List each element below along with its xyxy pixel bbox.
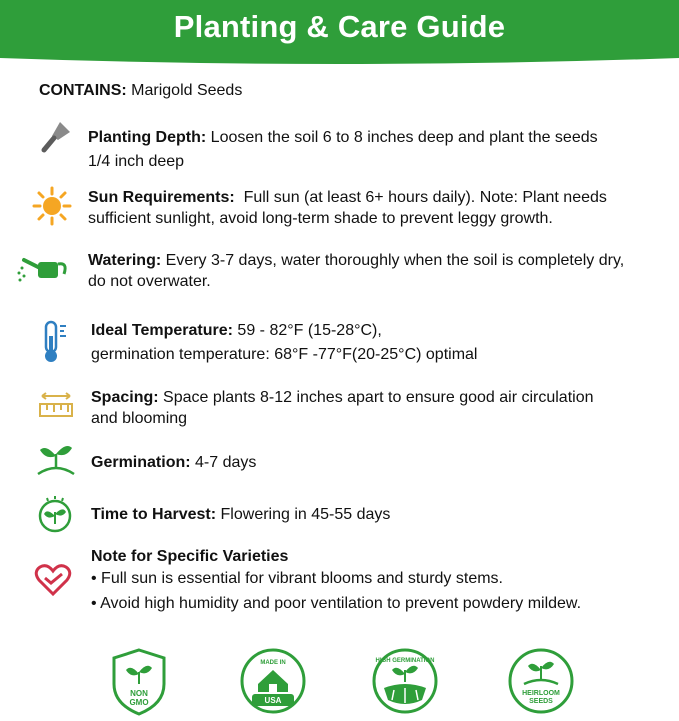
watering-text-2: do not overwater. (88, 273, 211, 290)
contains-label: CONTAINS: (39, 82, 127, 99)
spacing-text: Space plants 8-12 inches apart to ensure good air circulation (163, 389, 594, 406)
watering-row (88, 250, 624, 292)
temperature-row (91, 320, 477, 365)
sun-icon (32, 186, 72, 231)
made-in-usa-badge (240, 648, 306, 719)
sun-requirements-text: Full sun (at least 6+ hours daily). Note: Plant needs (243, 189, 607, 206)
heirloom-line2: SEEDS (529, 698, 553, 705)
heirloom-seeds-badge (508, 648, 574, 719)
planting-depth-text-2: 1/4 inch deep (88, 153, 185, 170)
sprout-icon (36, 440, 76, 483)
sun-requirements-text-2: sufficient sunlight, avoid long-term shade to prevent leggy growth. (88, 210, 553, 227)
note-section (91, 546, 581, 614)
usa-bottom-text: USA (264, 696, 282, 705)
germination-label: Germination: (91, 454, 191, 471)
spacing-text-2: and blooming (91, 410, 188, 427)
contains-value: Marigold Seeds (131, 82, 243, 99)
usa-top-text: MADE IN (260, 660, 286, 666)
non-gmo-badge (110, 648, 168, 721)
note-bullet-1: • Full sun is essential for vibrant blooms and sturdy stems. (91, 570, 503, 587)
harvest-text: Flowering in 45-55 days (220, 506, 391, 523)
trowel-icon (36, 118, 76, 163)
temperature-text-2: germination temperature: 68°F -77°F(20-25°C) optimal (91, 346, 478, 363)
heirloom-line1: HEIRLOOM (522, 690, 560, 697)
thermometer-icon (40, 320, 70, 369)
temperature-label: Ideal Temperature: (91, 322, 233, 339)
contains-line (39, 82, 242, 100)
germination-text: 4-7 days (195, 454, 257, 471)
planting-depth-label: Planting Depth: (88, 129, 207, 146)
planting-depth-text: Loosen the soil 6 to 8 inches deep and plant the seeds (210, 129, 598, 146)
temperature-text: 59 - 82°F (15-28°C), (237, 322, 382, 339)
note-bullet-2: • Avoid high humidity and poor ventilation to prevent powdery mildew. (91, 595, 582, 612)
non-gmo-line2: GMO (129, 698, 149, 707)
germination-badge-text: HIGH GERMINATION (375, 658, 435, 664)
planting-depth-row (88, 127, 598, 172)
high-germination-badge (372, 648, 438, 719)
spacing-row (91, 387, 594, 429)
header-banner (0, 0, 679, 66)
watering-text: Every 3-7 days, water thoroughly when the soil is completely dry, (165, 252, 625, 269)
sun-requirements-label: Sun Requirements: (88, 189, 235, 206)
ruler-icon (38, 390, 74, 425)
harvest-row (91, 504, 390, 525)
watering-can-icon (16, 252, 70, 291)
spacing-label: Spacing: (91, 389, 159, 406)
non-gmo-line1: NON (130, 689, 148, 698)
germination-row (91, 452, 256, 473)
page-title: Planting & Care Guide (173, 9, 506, 44)
harvest-icon (35, 494, 75, 539)
heart-icon (34, 562, 72, 603)
note-title: Note for Specific Varieties (91, 548, 289, 565)
harvest-label: Time to Harvest: (91, 506, 217, 523)
watering-label: Watering: (88, 252, 162, 269)
sun-requirements-row (88, 187, 607, 229)
